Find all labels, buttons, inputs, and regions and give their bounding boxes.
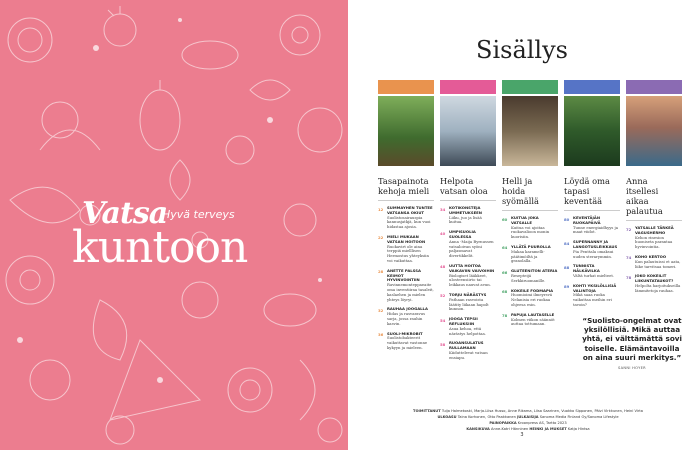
credit-label: KANSIKUVA — [466, 427, 490, 431]
entry-page-number: 32 — [378, 307, 384, 313]
entry-page-number: 88 — [564, 264, 570, 270]
contents-entry[interactable] — [378, 235, 434, 264]
entry-title: YLLÄTÄ PUUROLLA — [511, 243, 551, 249]
section-divider — [378, 200, 434, 201]
contents-entry[interactable] — [440, 230, 496, 259]
contents-entry[interactable] — [564, 240, 620, 259]
entry-page-number: 84 — [564, 240, 570, 246]
section-color-bar — [378, 80, 434, 94]
contents-entry[interactable] — [502, 245, 558, 264]
credit-value: Tuija Halmekoski, Marja-Liisa Husso, Anne Rikama, Liisa Saarinen, Vuokko Sipponen, Päivi Virkkunen, Heini Virta — [441, 409, 643, 413]
entry-title: KOKEILE FODMAPIA — [511, 287, 554, 293]
entry-description: Helpolta harjoitukseilla lämmitetoja rauhaa. — [635, 282, 681, 293]
contents-column — [626, 80, 682, 294]
entry-description: Kuitua voi ajoitaa ruokavalioon monin kuorisiin. — [511, 224, 550, 240]
entry-description: Ravinnemonteppaeaite oma inventiiraa tasaleit, kaslaehen ja mielen yhteys löyryi. — [387, 282, 434, 302]
entry-title: SUOLI-MIKROBIT — [387, 330, 423, 336]
entry-title: TORJU NÄRÄSTYS — [449, 291, 487, 297]
contents-entry[interactable] — [440, 317, 496, 336]
section-photo — [626, 96, 682, 166]
credit-label: HEINKI JA MUKSET — [529, 427, 567, 431]
pull-quote — [580, 316, 684, 370]
entry-description: Kehon rinesion huoniseta parantaa hyvinvointia. — [635, 234, 673, 250]
entry-description: Resepteijä Serkkiruomanille. — [511, 272, 546, 283]
entry-description: Huomioimi ilmeyrsvä Nelanisia eri ruokaa ohjeesa esin. — [511, 292, 552, 307]
section-color-bar — [564, 80, 620, 94]
entry-title: MIELI MUKAAN VATSAN HOITOON — [387, 233, 426, 244]
entry-title: SUPERNANNY JA LANGOTUSLEIKKAUS — [573, 239, 618, 249]
credit-value: Katja Hintsa — [567, 427, 590, 431]
entry-title: KUITUA JOKA VATSALLE — [511, 215, 539, 225]
entry-title: KOTIKONSTEJA UMMETUKSEEN — [449, 205, 482, 215]
credit-label: ULKOASU — [437, 415, 457, 419]
contents-column — [440, 80, 496, 361]
entry-page-number: 68 — [502, 289, 508, 295]
contents-entry[interactable] — [378, 332, 434, 351]
credit-value: Sanoma Media Finland Oy/Sanoma Lifestyle — [539, 415, 619, 419]
contents-entry[interactable] — [378, 307, 434, 326]
entry-page-number: 78 — [626, 274, 632, 280]
cover-brand-name: Hyvä terveys — [162, 208, 235, 221]
contents-entry[interactable] — [502, 313, 558, 327]
entry-description: Kolmen viikon säännöt auttaa tottumaan. — [511, 316, 555, 327]
entry-page-number: 12 — [378, 206, 384, 212]
section-divider — [440, 200, 496, 201]
entry-description: Hidas ja rasvaravus sarja, jossa rauhin kasvin. — [387, 311, 426, 326]
page-number: 3 — [520, 432, 524, 438]
entry-description: Ruokavirt ole aina terppiä mielllisen Hermostus yhteyksiin voi vaikuttaa. — [387, 243, 429, 263]
section-photo — [564, 96, 620, 166]
credit-label: PAINOPAIKKA — [489, 421, 517, 425]
contents-entry[interactable] — [440, 293, 496, 312]
section-divider — [502, 210, 558, 211]
section-divider — [564, 210, 620, 211]
section-photo — [378, 96, 434, 166]
contents-column — [564, 80, 620, 308]
section-heading: Helpota vatsan oloa — [440, 176, 488, 196]
contents-entry[interactable] — [626, 255, 682, 269]
entry-page-number: 58 — [440, 341, 446, 347]
contents-entry[interactable] — [502, 289, 558, 308]
page-title: Sisällys — [476, 36, 568, 64]
entry-description: Vältä turhat mielteet. — [573, 272, 615, 278]
entry-description: Pathaan rasvoista läätity liikaan hapolt kunnon. — [449, 296, 489, 312]
entry-title: TUNNISTA NÄLKÄVILKA — [573, 263, 600, 274]
credit-value: Anne-Katri Hänninen — [490, 427, 529, 431]
section-heading: Helli ja hoida syömällä — [502, 176, 540, 206]
quote-text: “Suolisto-ongelmat ovat yksilöllisiä. Mikä auttaa yhtä, ei välttämättä sovi toiselle. Elämäntavoilla on aina suuri merkitys.” — [582, 316, 682, 362]
entry-description: Asua kehoa, että närästys helpottaa. — [449, 325, 486, 336]
entry-title: RUOANSULATUS RULLAMAAN — [449, 340, 484, 351]
cover-title-small: Vatsa — [82, 196, 168, 231]
entry-description: Kun palautuissi et aata, liike tarvitsaa tomeri. — [635, 258, 681, 269]
entry-page-number: 78 — [502, 313, 508, 319]
contents-entry[interactable] — [440, 206, 496, 225]
entry-title: JOKO KOKEILIT LIIKUNTATAUKOT? — [635, 273, 674, 284]
contents-entry[interactable] — [502, 216, 558, 240]
section-divider — [626, 220, 682, 221]
entry-page-number: 80 — [564, 216, 570, 222]
contents-page — [348, 0, 696, 450]
credit-label: JULKAISIJA — [517, 415, 539, 419]
section-photo — [440, 96, 496, 166]
entry-page-number: 66 — [502, 269, 508, 275]
contents-entry[interactable] — [564, 264, 620, 278]
entry-page-number: 72 — [626, 226, 632, 232]
quote-author: SANNI HOYER — [618, 366, 646, 371]
entry-title: GLUTEENITON ATERIA — [511, 268, 558, 274]
entry-title: SUMMAYHEN TUNTEE VATSANSA OKIUT — [387, 205, 433, 215]
contents-column — [502, 80, 558, 327]
contents-entry[interactable] — [502, 269, 558, 283]
entry-page-number: 22 — [378, 235, 384, 241]
credit-value: Taina Korhonen, Otto Paakkanen — [457, 415, 516, 419]
section-color-bar — [502, 80, 558, 94]
entry-description: Suolistobakteerit vaikuttavat vastonne kykyyn ja mieleen. — [387, 335, 428, 350]
entry-page-number: 74 — [626, 255, 632, 261]
entry-description: Tunne energiaidhyys ja maat viidot. — [573, 224, 618, 235]
entry-title: KOHTI YKSILÖLLISIÄ VALINTOJA — [573, 282, 617, 293]
contents-entry[interactable] — [626, 274, 682, 293]
entry-title: PAPUJA LAUTASELLE — [511, 311, 555, 317]
entry-page-number: 48 — [440, 264, 446, 270]
section-heading: Tasapainota kehoja mieli — [378, 176, 430, 196]
entry-title: UUTTA HOITOA VAIKAVIIN VAIVOIHIN — [449, 262, 495, 273]
entry-page-number: 64 — [502, 245, 508, 251]
entry-page-number: 36 — [378, 332, 384, 338]
section-color-bar — [440, 80, 496, 94]
entry-title: YATSALLE TÄRKEÄ VAGUSHERMO — [635, 225, 674, 235]
entry-description: Pia Penttala omaksui uuden sterarymmin. — [573, 248, 614, 259]
credits-block — [378, 408, 678, 432]
entry-title: UMPISUOLIA SUOLESSA — [449, 229, 476, 239]
entry-description: Liiku, juo ja lisää kuitua. — [449, 214, 482, 225]
entry-title: KOHO KERTOO — [635, 253, 667, 259]
entry-page-number: 54 — [440, 317, 446, 323]
contents-entry[interactable] — [564, 216, 620, 235]
credit-label: TOIMITTANUT — [413, 409, 441, 413]
entry-page-number: 28 — [378, 269, 384, 275]
entry-page-number: 40 — [440, 230, 446, 236]
section-photo — [502, 96, 558, 166]
entry-description: Anna -Maija Byrnussen vatsaloivan syöni paljasmavat divertikkelit. — [449, 238, 494, 259]
entry-description: Mikä saaa ruoka vaikuttaa meihin eri tavoin? — [573, 292, 612, 307]
contents-entry[interactable] — [564, 284, 620, 308]
section-heading: Löydä oma tapasi keventää — [564, 176, 610, 206]
contents-entry[interactable] — [440, 264, 496, 288]
entry-page-number: 52 — [440, 293, 446, 299]
contents-entry[interactable] — [378, 269, 434, 303]
entry-description: Suolistosairauspia kannusjatkjä, kun vuoi hidastaa ajosia. — [387, 214, 431, 230]
entry-description: Makaa karamelli-päätimöiltä ja granolalla. — [511, 248, 545, 264]
entry-title: JOOGA TEPSII REFLUKSIIN — [449, 316, 478, 326]
contents-column — [378, 80, 434, 351]
entry-page-number: 60 — [502, 216, 508, 222]
contents-entry[interactable] — [440, 341, 496, 360]
credit-value: Kroonpress AS, Tartto 2023 — [517, 421, 567, 425]
entry-title: RAUHAA JOOGALLA — [387, 306, 428, 312]
section-heading: Anna itsellesi aikaa palautua — [626, 176, 663, 216]
entry-description: Kiiduttelevat vatsan ensiapu. — [449, 349, 488, 360]
entry-description: Biologiset lääkkeet, ulosteensiirto tai leikkaus nauvat avun. — [449, 272, 491, 288]
entry-page-number: 34 — [440, 206, 446, 212]
cover-title-big: kuntoon — [72, 222, 248, 273]
contents-entry[interactable] — [626, 226, 682, 250]
entry-title: ANETTE PALSSA KEIMOT HYVINVOINTIIN — [387, 267, 421, 283]
section-color-bar — [626, 80, 682, 94]
entry-title: KEVENTÄJÄN RUOKAPÄIVÄ — [573, 215, 601, 225]
entry-page-number: 89 — [564, 284, 570, 290]
contents-entry[interactable] — [378, 206, 434, 230]
